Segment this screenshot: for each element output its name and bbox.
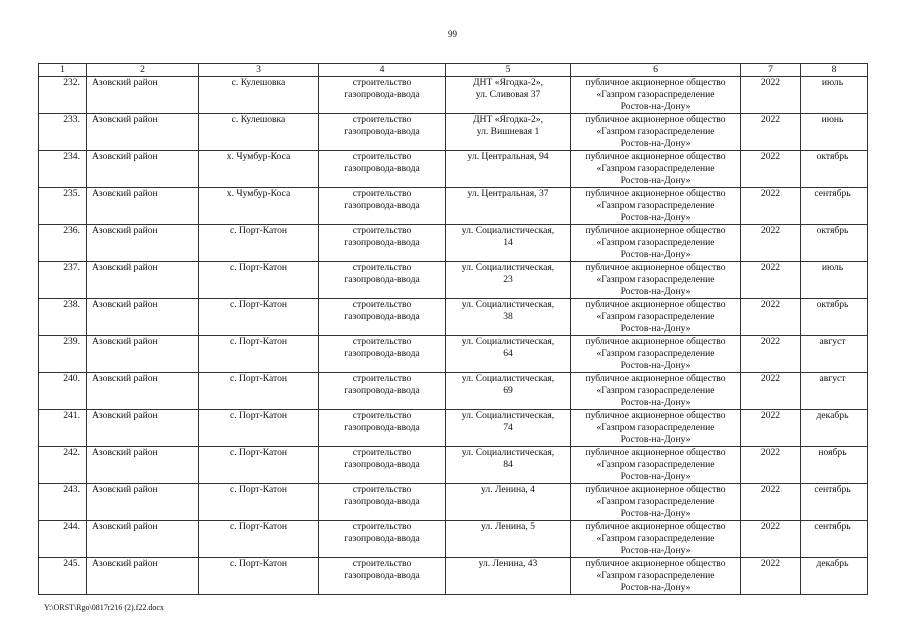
row-number: 239. [39, 336, 87, 373]
year-cell: 2022 [741, 447, 801, 484]
year-cell: 2022 [741, 521, 801, 558]
month-cell: октябрь [801, 225, 868, 262]
table-row [39, 521, 868, 558]
organization-cell [571, 188, 741, 225]
organization-cell-line: «Газпром газораспределение [596, 237, 715, 248]
address-cell [446, 151, 571, 188]
organization-cell-line: публичное акционерное общество [585, 484, 726, 495]
work-type-cell-line: строительство [352, 373, 412, 384]
table-body [39, 77, 868, 595]
table-row [39, 77, 868, 114]
row-number: 241. [39, 410, 87, 447]
organization-cell [571, 410, 741, 447]
organization-cell-line: «Газпром газораспределение [596, 348, 715, 359]
work-type-cell-line: строительство [352, 151, 412, 162]
address-cell-line: ул. Ленина, 5 [481, 521, 535, 532]
table-row [39, 447, 868, 484]
column-number: 8 [801, 64, 868, 77]
work-type-cell [319, 77, 446, 114]
row-number: 242. [39, 447, 87, 484]
address-cell-line: ул. Социалистическая, [461, 262, 555, 273]
row-number: 245. [39, 558, 87, 595]
file-path-footer: Y:\ORST\Rgo\0817r216 (2).f22.docx [44, 603, 164, 612]
address-cell [446, 77, 571, 114]
district-cell: Азовский район [87, 151, 199, 188]
work-type-cell-line: газопровода-ввода [344, 459, 420, 470]
month-cell: сентябрь [801, 484, 868, 521]
locality-cell: с. Порт-Катон [199, 558, 319, 595]
month-cell: июнь [801, 114, 868, 151]
organization-cell-line: Ростов-на-Дону» [620, 545, 691, 556]
district-cell: Азовский район [87, 188, 199, 225]
organization-cell-line: публичное акционерное общество [585, 262, 726, 273]
district-cell: Азовский район [87, 410, 199, 447]
address-cell-line: ул. Центральная, 37 [467, 188, 549, 199]
column-number-row [39, 64, 868, 77]
work-type-cell-line: газопровода-ввода [344, 200, 420, 211]
month-cell: август [801, 336, 868, 373]
year-cell: 2022 [741, 558, 801, 595]
work-type-cell [319, 521, 446, 558]
row-number: 244. [39, 521, 87, 558]
locality-cell: с. Порт-Катон [199, 262, 319, 299]
work-type-cell [319, 336, 446, 373]
work-type-cell [319, 484, 446, 521]
organization-cell-line: Ростов-на-Дону» [620, 323, 691, 334]
organization-cell-line: публичное акционерное общество [585, 151, 726, 162]
work-type-cell [319, 262, 446, 299]
organization-cell-line: публичное акционерное общество [585, 77, 726, 88]
work-type-cell [319, 447, 446, 484]
organization-cell-line: публичное акционерное общество [585, 410, 726, 421]
table-row [39, 114, 868, 151]
work-type-cell-line: газопровода-ввода [344, 533, 420, 544]
year-cell: 2022 [741, 114, 801, 151]
work-type-cell-line: газопровода-ввода [344, 570, 420, 581]
organization-cell-line: публичное акционерное общество [585, 114, 726, 125]
address-cell [446, 262, 571, 299]
month-cell: август [801, 373, 868, 410]
district-cell: Азовский район [87, 262, 199, 299]
address-cell [446, 336, 571, 373]
organization-cell-line: «Газпром газораспределение [596, 274, 715, 285]
table-row [39, 262, 868, 299]
gas-pipeline-table [38, 63, 868, 595]
organization-cell [571, 262, 741, 299]
organization-cell-line: Ростов-на-Дону» [620, 508, 691, 519]
organization-cell [571, 521, 741, 558]
year-cell: 2022 [741, 410, 801, 447]
address-cell-line: ул. Вишневая 1 [476, 126, 540, 137]
locality-cell: с. Порт-Катон [199, 373, 319, 410]
work-type-cell-line: газопровода-ввода [344, 496, 420, 507]
organization-cell-line: публичное акционерное общество [585, 188, 726, 199]
organization-cell-line: Ростов-на-Дону» [620, 360, 691, 371]
row-number: 240. [39, 373, 87, 410]
column-number: 5 [446, 64, 571, 77]
work-type-cell-line: газопровода-ввода [344, 311, 420, 322]
district-cell: Азовский район [87, 484, 199, 521]
address-cell-line: ул. Социалистическая, [461, 299, 555, 310]
table-row [39, 484, 868, 521]
address-cell-line: 74 [503, 422, 513, 433]
work-type-cell-line: газопровода-ввода [344, 422, 420, 433]
organization-cell-line: публичное акционерное общество [585, 299, 726, 310]
work-type-cell-line: газопровода-ввода [344, 126, 420, 137]
address-cell-line: 23 [503, 274, 513, 285]
address-cell-line: ул. Социалистическая, [461, 410, 555, 421]
address-cell [446, 373, 571, 410]
locality-cell: с. Порт-Катон [199, 299, 319, 336]
organization-cell [571, 77, 741, 114]
organization-cell [571, 484, 741, 521]
district-cell: Азовский район [87, 336, 199, 373]
district-cell: Азовский район [87, 299, 199, 336]
work-type-cell-line: строительство [352, 188, 412, 199]
work-type-cell-line: строительство [352, 299, 412, 310]
address-cell-line: 14 [503, 237, 513, 248]
locality-cell: х. Чумбур-Коса [199, 188, 319, 225]
month-cell: декабрь [801, 558, 868, 595]
locality-cell: с. Порт-Катон [199, 447, 319, 484]
organization-cell-line: «Газпром газораспределение [596, 126, 715, 137]
address-cell-line: ул. Социалистическая, [461, 373, 555, 384]
district-cell: Азовский район [87, 373, 199, 410]
year-cell: 2022 [741, 484, 801, 521]
district-cell: Азовский район [87, 447, 199, 484]
district-cell: Азовский район [87, 558, 199, 595]
organization-cell-line: публичное акционерное общество [585, 336, 726, 347]
organization-cell-line: Ростов-на-Дону» [620, 582, 691, 593]
page-number: 99 [448, 29, 457, 39]
table-row [39, 336, 868, 373]
table-row [39, 373, 868, 410]
organization-cell-line: публичное акционерное общество [585, 447, 726, 458]
organization-cell-line: «Газпром газораспределение [596, 89, 715, 100]
organization-cell-line: Ростов-на-Дону» [620, 101, 691, 112]
address-cell [446, 521, 571, 558]
organization-cell-line: «Газпром газораспределение [596, 163, 715, 174]
month-cell: ноябрь [801, 447, 868, 484]
work-type-cell [319, 373, 446, 410]
row-number: 234. [39, 151, 87, 188]
organization-cell-line: Ростов-на-Дону» [620, 434, 691, 445]
organization-cell-line: «Газпром газораспределение [596, 533, 715, 544]
organization-cell-line: «Газпром газораспределение [596, 311, 715, 322]
organization-cell-line: Ростов-на-Дону» [620, 212, 691, 223]
locality-cell: х. Чумбур-Коса [199, 151, 319, 188]
month-cell: октябрь [801, 299, 868, 336]
work-type-cell [319, 188, 446, 225]
address-cell-line: 69 [503, 385, 513, 396]
district-cell: Азовский район [87, 225, 199, 262]
work-type-cell-line: строительство [352, 262, 412, 273]
organization-cell-line: Ростов-на-Дону» [620, 471, 691, 482]
locality-cell: с. Порт-Катон [199, 336, 319, 373]
year-cell: 2022 [741, 77, 801, 114]
address-cell [446, 299, 571, 336]
work-type-cell-line: строительство [352, 225, 412, 236]
organization-cell-line: публичное акционерное общество [585, 558, 726, 569]
organization-cell [571, 225, 741, 262]
column-number: 6 [571, 64, 741, 77]
district-cell: Азовский район [87, 114, 199, 151]
address-cell-line: ул. Центральная, 94 [467, 151, 549, 162]
organization-cell-line: публичное акционерное общество [585, 521, 726, 532]
row-number: 238. [39, 299, 87, 336]
organization-cell-line: Ростов-на-Дону» [620, 138, 691, 149]
work-type-cell-line: газопровода-ввода [344, 237, 420, 248]
work-type-cell [319, 151, 446, 188]
organization-cell [571, 299, 741, 336]
address-cell [446, 225, 571, 262]
year-cell: 2022 [741, 225, 801, 262]
work-type-cell [319, 299, 446, 336]
work-type-cell [319, 410, 446, 447]
work-type-cell-line: строительство [352, 558, 412, 569]
address-cell [446, 410, 571, 447]
address-cell-line: ул. Сливовая 37 [475, 89, 541, 100]
organization-cell-line: «Газпром газораспределение [596, 570, 715, 581]
row-number: 236. [39, 225, 87, 262]
work-type-cell-line: строительство [352, 77, 412, 88]
locality-cell: с. Порт-Катон [199, 410, 319, 447]
organization-cell [571, 151, 741, 188]
table-row [39, 299, 868, 336]
month-cell: сентябрь [801, 188, 868, 225]
address-cell-line: ДНТ «Ягодка-2», [473, 77, 543, 88]
month-cell: октябрь [801, 151, 868, 188]
locality-cell: с. Порт-Катон [199, 225, 319, 262]
work-type-cell-line: строительство [352, 410, 412, 421]
locality-cell: с. Кулешовка [199, 77, 319, 114]
month-cell: июль [801, 262, 868, 299]
work-type-cell-line: строительство [352, 521, 412, 532]
work-type-cell-line: газопровода-ввода [344, 385, 420, 396]
address-cell-line: ул. Социалистическая, [461, 447, 555, 458]
year-cell: 2022 [741, 151, 801, 188]
organization-cell-line: Ростов-на-Дону» [620, 175, 691, 186]
address-cell-line: ул. Ленина, 4 [481, 484, 535, 495]
organization-cell [571, 558, 741, 595]
work-type-cell-line: газопровода-ввода [344, 89, 420, 100]
locality-cell: с. Кулешовка [199, 114, 319, 151]
month-cell: декабрь [801, 410, 868, 447]
work-type-cell-line: строительство [352, 484, 412, 495]
column-number: 7 [741, 64, 801, 77]
column-number: 4 [319, 64, 446, 77]
organization-cell-line: Ростов-на-Дону» [620, 286, 691, 297]
locality-cell: с. Порт-Катон [199, 521, 319, 558]
work-type-cell [319, 558, 446, 595]
year-cell: 2022 [741, 299, 801, 336]
work-type-cell-line: строительство [352, 336, 412, 347]
organization-cell-line: «Газпром газораспределение [596, 459, 715, 470]
organization-cell-line: Ростов-на-Дону» [620, 249, 691, 260]
row-number: 232. [39, 77, 87, 114]
row-number: 237. [39, 262, 87, 299]
organization-cell-line: публичное акционерное общество [585, 225, 726, 236]
address-cell [446, 484, 571, 521]
organization-cell-line: Ростов-на-Дону» [620, 397, 691, 408]
organization-cell [571, 336, 741, 373]
table-row [39, 410, 868, 447]
work-type-cell-line: газопровода-ввода [344, 163, 420, 174]
row-number: 243. [39, 484, 87, 521]
year-cell: 2022 [741, 262, 801, 299]
row-number: 233. [39, 114, 87, 151]
address-cell-line: 84 [503, 459, 513, 470]
table-row [39, 188, 868, 225]
work-type-cell [319, 225, 446, 262]
table-row [39, 558, 868, 595]
organization-cell-line: «Газпром газораспределение [596, 200, 715, 211]
address-cell-line: ДНТ «Ягодка-2», [473, 114, 543, 125]
year-cell: 2022 [741, 373, 801, 410]
table-row [39, 151, 868, 188]
column-number: 2 [87, 64, 199, 77]
column-number: 3 [199, 64, 319, 77]
row-number: 235. [39, 188, 87, 225]
year-cell: 2022 [741, 336, 801, 373]
work-type-cell-line: строительство [352, 114, 412, 125]
organization-cell-line: публичное акционерное общество [585, 373, 726, 384]
address-cell-line: ул. Ленина, 43 [478, 558, 538, 569]
address-cell-line: ул. Социалистическая, [461, 336, 555, 347]
address-cell [446, 188, 571, 225]
address-cell-line: ул. Социалистическая, [461, 225, 555, 236]
organization-cell-line: «Газпром газораспределение [596, 422, 715, 433]
column-number: 1 [39, 64, 87, 77]
address-cell [446, 558, 571, 595]
year-cell: 2022 [741, 188, 801, 225]
district-cell: Азовский район [87, 77, 199, 114]
organization-cell-line: «Газпром газораспределение [596, 496, 715, 507]
work-type-cell-line: газопровода-ввода [344, 348, 420, 359]
work-type-cell [319, 114, 446, 151]
address-cell-line: 38 [503, 311, 513, 322]
table-row [39, 225, 868, 262]
work-type-cell-line: газопровода-ввода [344, 274, 420, 285]
organization-cell-line: «Газпром газораспределение [596, 385, 715, 396]
organization-cell [571, 447, 741, 484]
work-type-cell-line: строительство [352, 447, 412, 458]
address-cell-line: 64 [503, 348, 513, 359]
month-cell: сентябрь [801, 521, 868, 558]
address-cell [446, 447, 571, 484]
district-cell: Азовский район [87, 521, 199, 558]
address-cell [446, 114, 571, 151]
organization-cell [571, 373, 741, 410]
locality-cell: с. Порт-Катон [199, 484, 319, 521]
organization-cell [571, 114, 741, 151]
month-cell: июль [801, 77, 868, 114]
